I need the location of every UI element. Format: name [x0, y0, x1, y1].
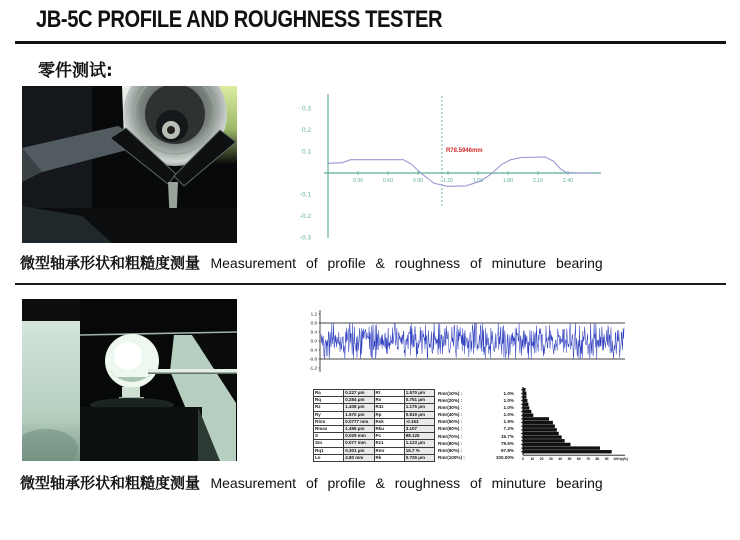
rmr-value: 100.00%	[495, 454, 514, 460]
rmr-label: Rmr(70%) :	[438, 433, 463, 439]
results-cell: Rk	[374, 454, 404, 461]
results-cell: S	[314, 433, 344, 440]
bearing-chuck-photo-art	[22, 86, 237, 243]
ball-probe-photo-art	[22, 299, 237, 461]
svg-text:0.90: 0.90	[412, 178, 424, 184]
profile-chart	[283, 88, 605, 240]
results-cell: 15.7 %	[404, 447, 434, 454]
svg-text:2.10: 2.10	[532, 178, 544, 184]
results-cell: Rt	[374, 390, 404, 397]
results-cell: 1.570 μm	[404, 390, 434, 397]
svg-text:1.50: 1.50	[472, 178, 484, 184]
svg-text:40: 40	[558, 457, 563, 462]
results-cell: 0.751 μm	[404, 397, 434, 404]
results-table-row	[314, 390, 435, 397]
svg-text:10: 10	[530, 457, 535, 462]
svg-text:30: 30	[549, 457, 553, 462]
svg-text:70: 70	[586, 457, 590, 462]
svg-text:0.0: 0.0	[310, 338, 317, 344]
panel1-caption	[20, 252, 603, 273]
results-cell: Rsk	[374, 418, 404, 425]
results-cell: Lo	[314, 454, 344, 461]
results-table-row	[314, 404, 435, 411]
results-cell: Rz	[314, 404, 344, 411]
results-table-row	[314, 440, 435, 447]
svg-text:60: 60	[576, 457, 581, 462]
results-cell: 0.284 μm	[344, 397, 374, 404]
rmr-label: Rmr(30%) :	[438, 405, 463, 411]
rmr-row	[438, 440, 514, 447]
rmr-value: 97.8%	[500, 447, 514, 453]
rmr-row	[438, 454, 514, 461]
rmr-label: Rmr(100%) :	[438, 454, 465, 460]
rmr-row	[438, 411, 514, 418]
svg-text:0.60: 0.60	[382, 178, 394, 184]
svg-text:-0.2: -0.2	[299, 213, 311, 220]
results-cell: R3z	[374, 404, 404, 411]
svg-text:-0.3: -0.3	[299, 234, 311, 240]
results-cell: 1.175 μm	[404, 404, 434, 411]
svg-text:1.80: 1.80	[502, 178, 514, 184]
ball-probe-photo	[22, 299, 237, 461]
svg-text:100: 100	[613, 457, 619, 462]
results-cell: Sm	[314, 440, 344, 447]
rmr-percent-list	[438, 390, 514, 461]
section-label: 零件测试:	[38, 61, 113, 81]
rmr-value: 7.2%	[503, 426, 514, 432]
svg-text:0.4: 0.4	[310, 329, 317, 335]
svg-text:0.2: 0.2	[301, 127, 311, 134]
results-cell: 1.570 μm	[344, 411, 374, 418]
results-table-row	[314, 418, 435, 425]
rmr-value: 15.7%	[500, 433, 514, 439]
panel-divider	[15, 283, 726, 285]
results-cell: 0.227 μm	[344, 390, 374, 397]
rmr-row	[438, 418, 514, 425]
svg-text:0: 0	[522, 457, 524, 462]
results-cell: 4.80 mm	[344, 454, 374, 461]
results-cell: 1.123 μm	[404, 440, 434, 447]
results-cell: Rz1	[374, 440, 404, 447]
bearing-chuck-photo	[22, 86, 237, 243]
results-table-row	[314, 454, 435, 461]
rmr-value: 1.9%	[503, 419, 514, 425]
rmr-label: Rmr(10%) :	[438, 391, 463, 396]
rmr-row	[438, 404, 514, 411]
svg-text:-0.1: -0.1	[299, 191, 311, 199]
svg-text:1.2: 1.2	[310, 311, 317, 317]
svg-text:50: 50	[567, 457, 572, 462]
panel2-caption-cn: 微型轴承形状和粗糙度测量	[20, 474, 201, 492]
rmr-row	[438, 433, 514, 440]
svg-text:20: 20	[539, 457, 544, 462]
results-cell: Rv	[374, 397, 404, 404]
results-cell: 0.077 mm	[344, 440, 374, 447]
results-table-row	[314, 397, 435, 404]
rmr-label: Rmr(80%) :	[438, 440, 463, 446]
rmr-label: Rmr(90%) :	[438, 447, 463, 453]
rmr-row	[438, 390, 514, 397]
results-table-row	[314, 411, 435, 418]
rmr-row	[438, 397, 514, 404]
panel1-caption-en: Measurement of profile & roughness of minuture bearing	[210, 255, 603, 271]
results-cell: Rq1	[314, 447, 344, 454]
results-cell: Rp	[374, 411, 404, 418]
title-rule	[15, 41, 726, 44]
bearing-ratio-histogram	[515, 384, 630, 462]
results-table-row	[314, 433, 435, 440]
results-cell: 0.819 μm	[404, 411, 434, 418]
svg-text:tp(%): tp(%)	[619, 457, 628, 462]
svg-text:80: 80	[595, 457, 600, 462]
results-cell: 0.301 μm	[344, 447, 374, 454]
svg-text:-0.4: -0.4	[309, 347, 317, 353]
results-cell: Rmr	[374, 447, 404, 454]
roughness-trace-chart	[303, 300, 628, 380]
rmr-label: Rmr(60%) :	[438, 426, 463, 432]
page-title: JB-5C PROFILE AND ROUGHNESS TESTER	[36, 6, 443, 33]
results-cell: Ry	[314, 411, 344, 418]
svg-text:90: 90	[604, 457, 609, 462]
rmr-label: Rmr(20%) :	[438, 398, 463, 404]
results-table-row	[314, 426, 435, 433]
svg-text:1.20: 1.20	[442, 178, 454, 184]
results-table-body	[314, 390, 435, 462]
results-cell: 1.496 μm	[344, 426, 374, 433]
results-cell: 98.125	[404, 433, 434, 440]
rmr-value: 1.0%	[503, 398, 514, 404]
rmr-label: Rmr(50%) :	[438, 419, 463, 425]
rmr-label: Rmr(40%) :	[438, 412, 463, 418]
svg-text:0.1: 0.1	[301, 148, 311, 156]
results-cell: Rq	[314, 397, 344, 404]
results-cell: 0.725 μm	[404, 454, 434, 461]
results-cell: 3.107	[404, 426, 434, 433]
panel2-caption-en: Measurement of profile & roughness of minuture bearing	[210, 475, 603, 491]
panel2-caption	[20, 472, 603, 493]
results-cell: RSm	[314, 418, 344, 425]
rmr-value: 1.0%	[503, 405, 514, 411]
results-cell: Ra	[314, 390, 344, 397]
results-cell: 0.029 mm	[344, 433, 374, 440]
svg-text:2.40: 2.40	[562, 178, 574, 184]
svg-text:R78.5946mm: R78.5946mm	[445, 148, 483, 154]
rmr-value: 1.0%	[503, 412, 514, 418]
rmr-row	[438, 425, 514, 432]
results-cell: 1.408 μm	[344, 404, 374, 411]
svg-text:-1.2: -1.2	[309, 365, 317, 371]
results-cell: 0.0777 mm	[344, 418, 374, 425]
svg-text:0.3: 0.3	[301, 105, 311, 113]
panel1-caption-cn: 微型轴承形状和粗糙度测量	[20, 254, 201, 272]
roughness-results-table	[313, 389, 435, 462]
results-cell: Pc	[374, 433, 404, 440]
rmr-value: 79.5%	[500, 440, 514, 446]
rmr-row	[438, 447, 514, 454]
rmr-value: 1.0%	[503, 391, 514, 396]
results-cell: -0.163	[404, 418, 434, 425]
results-cell: Rmax	[314, 426, 344, 433]
svg-text:0.30: 0.30	[352, 178, 364, 184]
svg-text:-0.8: -0.8	[309, 356, 317, 362]
results-cell: Rku	[374, 426, 404, 433]
svg-text:0.8: 0.8	[310, 320, 317, 326]
results-table-row	[314, 447, 435, 454]
